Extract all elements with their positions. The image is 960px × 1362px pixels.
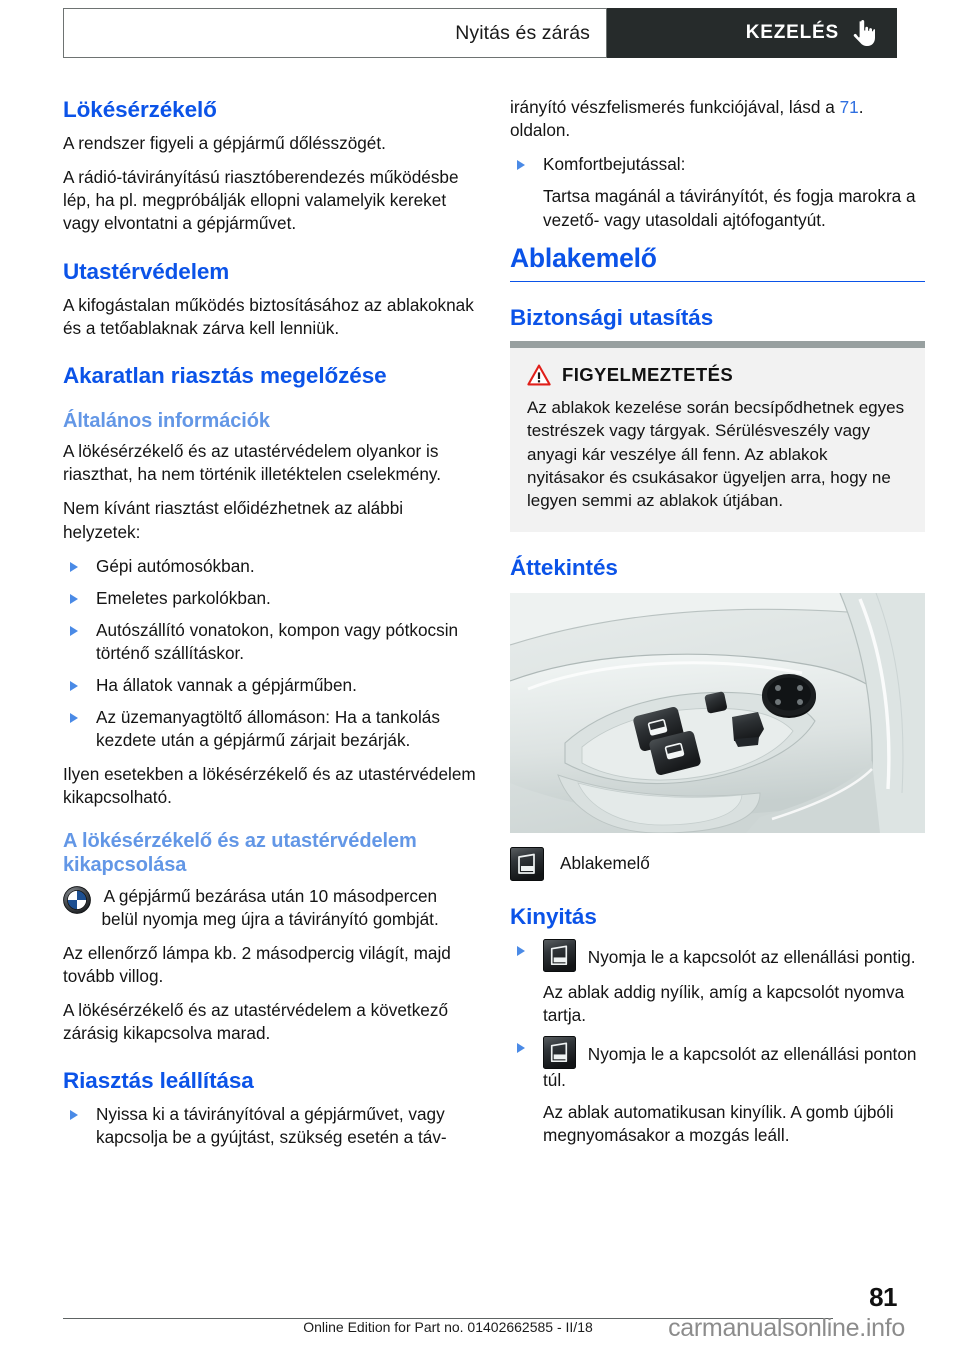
warning-body: Az ablakok kezelése során becsípődhetnek egyes testrészek vagy tárgyak. Sérülésveszély vagy anyagi kár veszélye áll fenn. Az ablakok nyitásakor és csukásakor ügyeljen arra, hogy ne legyen semmi az ablakok útjában. [527, 397, 905, 511]
warning-triangle-icon [527, 364, 551, 386]
list-item [510, 939, 925, 1027]
paragraph-indicator-lamp: Az ellenőrző lámpa kb. 2 másodpercig világít, majd tovább villog. [63, 942, 451, 986]
list-item-label: Az üzemanyagtöltő állomáson: Ha a tankolás kezdete után a gépjármű zárjait bezárják. [96, 707, 440, 751]
edition-text: Online Edition for Part no. 01402662585 - II/18 [303, 1319, 593, 1335]
window-lifter-switch-icon [543, 947, 588, 967]
heading-prevent-false-alarm: Akaratlan riasztás megelőzése [63, 362, 387, 388]
heading-shock-sensor: Lökésérzékelő [63, 97, 217, 122]
figure-legend [510, 847, 925, 881]
list-item-label: Gépi autómosókban. [96, 555, 255, 576]
window-lifter-switch-icon [510, 847, 544, 881]
list-item-label: Nyomja le a kapcsolót az ellenállási pontig. [587, 946, 916, 967]
triangle-bullet-icon [70, 681, 78, 691]
false-alarm-situations-list [63, 555, 478, 753]
list-item-sub-text: Tartsa magánál a távirányítót, és fogja marokra a vezető- vagy utasoldali ajtófogantyút. [543, 186, 916, 230]
paragraph-general-2: Nem kívánt riasztást előidézhetnek az alábbi helyzetek: [63, 498, 404, 542]
page-reference-link[interactable]: 71 [839, 97, 859, 117]
triangle-bullet-icon [70, 626, 78, 636]
list-item [63, 587, 478, 610]
list-item [510, 1036, 925, 1147]
triangle-bullet-icon [70, 1110, 78, 1120]
list-item [63, 619, 478, 665]
page-number: 81 [869, 1282, 897, 1312]
continuation-text-part1: irányító vészfelismerés funkciójával, lásd a [510, 97, 840, 117]
window-lifter-switch-icon [543, 1044, 588, 1064]
chapter-tab[interactable] [607, 8, 897, 58]
car-door-panel-illustration [510, 593, 925, 833]
open-window-steps-list [510, 939, 925, 1148]
triangle-bullet-icon [70, 562, 78, 572]
paragraph-continuation [510, 96, 925, 142]
list-item-label: Autószállító vonatokon, kompon vagy pótkocsin történő szállításkor. [96, 619, 459, 664]
paragraph-after-bullets: Ilyen esetekben a lökésérzékelő és az utastérvédelem kikapcsolható. [63, 763, 476, 807]
triangle-bullet-icon [517, 1043, 525, 1053]
list-item [63, 555, 478, 578]
list-item [63, 674, 478, 697]
chapter-title: KEZELÉS [745, 22, 839, 43]
stop-alarm-list [63, 1103, 478, 1149]
right-column [510, 96, 925, 1157]
paragraph-bmw-step [63, 885, 478, 931]
comfort-access-list [510, 153, 925, 231]
section-tab[interactable] [63, 8, 607, 58]
continuation-text-part2: . oldalon. [510, 97, 864, 141]
paragraph-bmw-step-text: A gépjármű bezárása után 10 másodpercen belül nyomja meg újra a távirányító gombját. [101, 885, 439, 929]
triangle-bullet-icon [517, 946, 525, 956]
paragraph-interior: A kifogástalan működés biztosításához az ablakoknak és a tetőablaknak zárva kell lenniük. [63, 294, 474, 338]
paragraph-shock-1: A rendszer figyeli a gépjármű dőlésszögét. [63, 133, 386, 153]
list-item-label: Nyomja le a kapcsolót az ellenállási ponton túl. [543, 1044, 917, 1091]
watermark: carmanualsonline.info [668, 1314, 905, 1342]
paragraph-stays-off: A lökésérzékelő és az utastérvédelem a következő zárásig kikapcsolva marad. [63, 1000, 449, 1044]
left-column [63, 96, 478, 1160]
list-item [63, 1103, 478, 1149]
warning-header [527, 364, 908, 386]
title-divider [510, 281, 925, 282]
section-title: Nyitás és zárás [455, 21, 590, 44]
heading-disable-sensors: A lökésérzékelő és az utastérvédelem kikapcsolása [63, 829, 417, 877]
list-item-label: Komfortbejutással: [543, 154, 686, 175]
heading-overview: Áttekintés [510, 554, 618, 580]
heading-safety-instruction: Biztonsági utasítás [510, 304, 714, 330]
warning-box [510, 341, 925, 532]
list-item [63, 706, 478, 752]
heading-general-info: Általános információk [63, 409, 270, 432]
list-item-label: Emeletes parkolókban. [96, 587, 271, 608]
list-item-sub-text: Az ablak addig nyílik, amíg a kapcsolót nyomva tartja. [543, 981, 905, 1025]
triangle-bullet-icon [517, 160, 525, 170]
list-item-sub-text: Az ablak automatikusan kinyílik. A gomb újbóli megnyomásakor a mozgás leáll. [543, 1102, 894, 1146]
page-title: Ablakemelő [510, 242, 657, 273]
list-item-label: Nyissa ki a távirányítóval a gépjárművet, vagy kapcsolja be a gyújtást, szükség esetén a táv- [96, 1104, 447, 1148]
list-item [510, 153, 925, 231]
list-item-label: Ha állatok vannak a gépjárműben. [96, 675, 357, 696]
page-header [63, 8, 897, 58]
pointing-hand-icon [853, 20, 875, 47]
paragraph-general-1: A lökésérzékelő és az utastérvédelem olyankor is riaszthat, ha nem történik illetéktelen cselekmény. [63, 441, 441, 485]
heading-open-window: Kinyitás [510, 903, 597, 929]
warning-title: FIGYELMEZTETÉS [562, 363, 734, 385]
paragraph-shock-2: A rádió-távirányítású riasztóberendezés működésbe lép, ha pl. megpróbálják ellopni valamelyik kereket vagy elvontatni a gépjárművet. [63, 167, 459, 234]
triangle-bullet-icon [70, 594, 78, 604]
legend-label: Ablakemelő [560, 852, 650, 873]
heading-interior-protection: Utastérvédelem [63, 258, 230, 284]
triangle-bullet-icon [70, 713, 78, 723]
heading-stop-alarm: Riasztás leállítása [63, 1068, 254, 1094]
